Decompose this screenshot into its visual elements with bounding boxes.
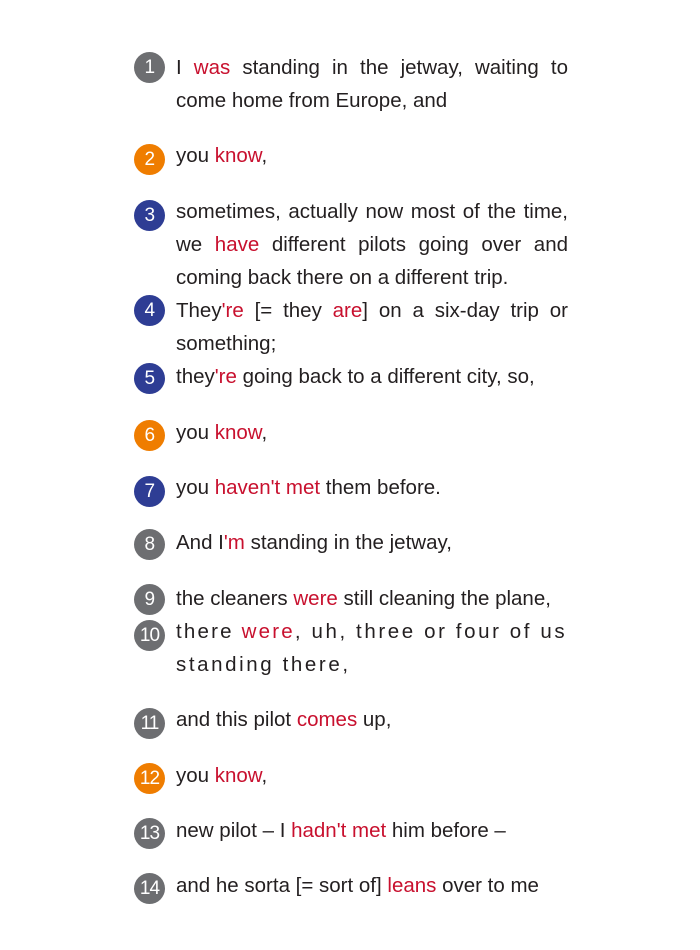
- highlighted-verb: was: [193, 56, 231, 79]
- line-number-badge: 10: [134, 620, 165, 651]
- text-segment: the cleaners: [176, 587, 294, 610]
- text-segment: standing in the jetway, waiting to come home from Europe, and: [176, 56, 568, 112]
- line-number-badge: 7: [134, 476, 165, 507]
- transcript-line: [134, 360, 574, 393]
- line-text: [176, 615, 568, 681]
- highlighted-verb: hadn't met: [291, 819, 387, 842]
- text-segment: ,: [261, 421, 268, 444]
- transcript-line: [134, 814, 574, 847]
- text-segment: him before –: [386, 819, 506, 842]
- transcript-line: [134, 526, 574, 559]
- line-number-badge: 8: [134, 529, 165, 560]
- line-number-badge: 12: [134, 763, 165, 794]
- line-text: [176, 294, 568, 360]
- text-segment: there: [176, 620, 242, 643]
- line-text: [176, 139, 568, 172]
- line-number-badge: 3: [134, 200, 165, 231]
- line-number-badge: 1: [134, 52, 165, 83]
- text-segment: you: [176, 764, 215, 787]
- highlighted-verb: leans: [387, 874, 437, 897]
- line-number-badge: 4: [134, 295, 165, 326]
- highlighted-verb: are: [332, 299, 363, 322]
- line-text: [176, 759, 568, 792]
- transcript-line: [134, 139, 574, 172]
- text-segment: I: [176, 56, 194, 79]
- line-number-badge: 2: [134, 144, 165, 175]
- line-number-badge: 14: [134, 873, 165, 904]
- text-segment: new pilot – I: [176, 819, 292, 842]
- transcript-line: [134, 582, 574, 615]
- line-text: [176, 582, 568, 615]
- line-number-badge: 13: [134, 818, 165, 849]
- highlighted-verb: 're: [221, 299, 244, 322]
- text-segment: you: [176, 476, 215, 499]
- text-segment: , uh, three or four of us standing there,: [176, 620, 568, 676]
- transcript-line: [134, 759, 574, 792]
- highlighted-verb: have: [214, 233, 260, 256]
- text-segment: different pilots going over and coming back there on a different trip.: [176, 233, 568, 289]
- text-segment: and he sorta [= sort of]: [176, 874, 388, 897]
- text-segment: standing in the jetway,: [244, 531, 452, 554]
- transcript-line: [134, 471, 574, 504]
- text-segment: you: [176, 144, 215, 167]
- line-text: [176, 360, 568, 393]
- text-segment: still cleaning the plane,: [337, 587, 551, 610]
- line-number-badge: 11: [134, 708, 165, 739]
- line-number-badge: 5: [134, 363, 165, 394]
- highlighted-verb: 'm: [223, 531, 245, 554]
- transcript-line: [134, 195, 574, 294]
- highlighted-verb: know: [214, 764, 262, 787]
- text-segment: [= they: [243, 299, 333, 322]
- line-text: [176, 703, 568, 736]
- line-text: [176, 814, 568, 847]
- line-text: [176, 869, 568, 902]
- highlighted-verb: were: [241, 620, 295, 643]
- text-segment: going back to a different city, so,: [236, 365, 535, 388]
- line-text: [176, 471, 568, 504]
- text-segment: them before.: [320, 476, 441, 499]
- highlighted-verb: 're: [214, 365, 237, 388]
- text-segment: They: [176, 299, 222, 322]
- line-number-badge: 6: [134, 420, 165, 451]
- line-text: [176, 51, 568, 117]
- transcript-line: [134, 416, 574, 449]
- text-segment: up,: [357, 708, 392, 731]
- transcript-line: [134, 869, 574, 902]
- text-segment: ] on a six-day trip or something;: [176, 299, 568, 355]
- text-segment: And I: [176, 531, 224, 554]
- text-segment: and this pilot: [176, 708, 297, 731]
- highlighted-verb: know: [214, 144, 262, 167]
- text-segment: sometimes, actually now most of the time, we: [176, 200, 568, 256]
- line-number-badge: 9: [134, 584, 165, 615]
- line-text: [176, 526, 568, 559]
- transcript-line: [134, 51, 574, 117]
- text-segment: they: [176, 365, 215, 388]
- text-segment: ,: [261, 764, 268, 787]
- transcript-line: [134, 294, 574, 360]
- text-segment: ,: [261, 144, 268, 167]
- line-text: [176, 195, 568, 294]
- transcript-line: [134, 703, 574, 736]
- transcript-line: [134, 615, 574, 681]
- text-segment: you: [176, 421, 215, 444]
- highlighted-verb: comes: [296, 708, 358, 731]
- highlighted-verb: haven't met: [214, 476, 321, 499]
- text-segment: over to me: [436, 874, 539, 897]
- highlighted-verb: know: [214, 421, 262, 444]
- line-text: [176, 416, 568, 449]
- highlighted-verb: were: [293, 587, 338, 610]
